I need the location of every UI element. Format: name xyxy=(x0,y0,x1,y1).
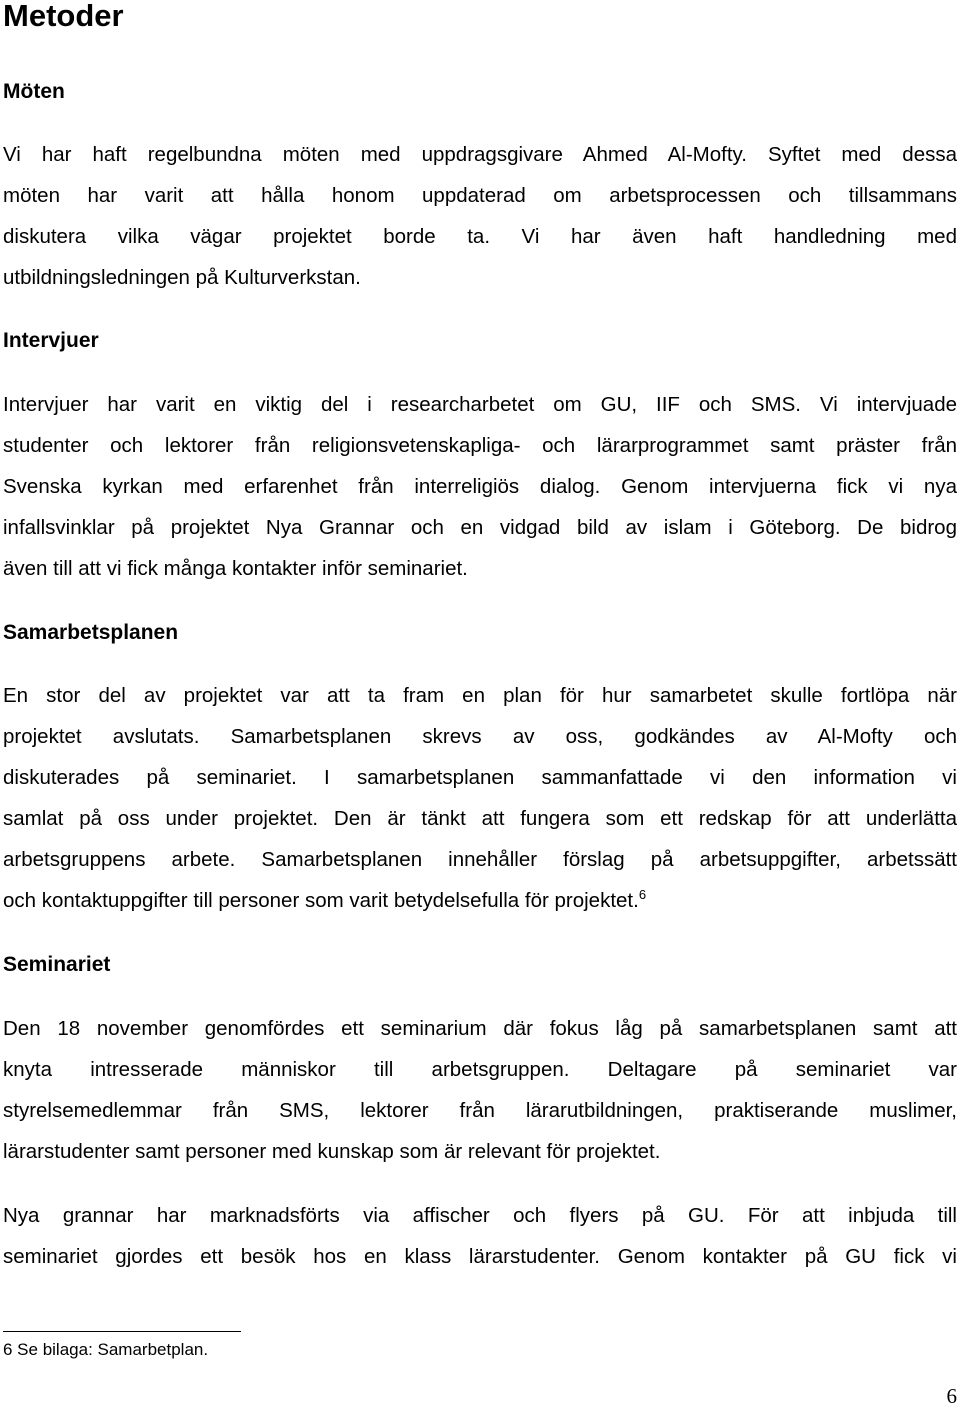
text-line: seminariet gjordes ett besök hos en klass lärarstudenter. Genom kontakter på GU fick vi xyxy=(3,1245,957,1268)
text-line: lärarstudenter samt personer med kunskap som är relevant för projektet. xyxy=(3,1140,661,1163)
footnote: 6 Se bilaga: Samarbetplan. xyxy=(3,1340,209,1359)
section-heading-seminariet: Seminariet xyxy=(3,953,111,976)
paragraph-seminariet-1 xyxy=(3,1008,957,1172)
text-line: En stor del av projektet var att ta fram en plan för hur samarbetet skulle fortlöpa när xyxy=(3,684,957,707)
text-line: styrelsemedlemmar från SMS, lektorer från lärarutbildningen, praktiserande muslimer, xyxy=(3,1099,957,1122)
section-heading-intervjuer: Intervjuer xyxy=(3,329,99,352)
paragraph-seminariet-2 xyxy=(3,1195,957,1277)
page-number: 6 xyxy=(946,1384,957,1408)
text-line-content: och kontaktuppgifter till personer som varit betydelsefulla för projektet. xyxy=(3,889,639,912)
text-line: Intervjuer har varit en viktig del i researcharbetet om GU, IIF och SMS. Vi intervjuade xyxy=(3,393,957,416)
paragraph-samarbetsplanen xyxy=(3,675,957,921)
text-line: möten har varit att hålla honom uppdaterad om arbetsprocessen och tillsammans xyxy=(3,184,957,207)
page-title: Metoder xyxy=(3,0,124,33)
text-line: Nya grannar har marknadsförts via affischer och flyers på GU. För att inbjuda till xyxy=(3,1204,957,1227)
footnote-separator xyxy=(3,1331,241,1332)
text-line: Svenska kyrkan med erfarenhet från interreligiös dialog. Genom intervjuerna fick vi nya xyxy=(3,475,957,498)
text-line: studenter och lektorer från religionsvetenskapliga- och lärarprogrammet samt präster från xyxy=(3,434,957,457)
text-line: samlat på oss under projektet. Den är tänkt att fungera som ett redskap för att underlätta xyxy=(3,807,957,830)
paragraph-intervjuer xyxy=(3,384,957,589)
text-line: infallsvinklar på projektet Nya Grannar och en vidgad bild av islam i Göteborg. De bidrog xyxy=(3,516,957,539)
text-line: projektet avslutats. Samarbetsplanen skrevs av oss, godkändes av Al-Mofty och xyxy=(3,725,957,748)
text-line: Den 18 november genomfördes ett seminarium där fokus låg på samarbetsplanen samt att xyxy=(3,1017,957,1040)
text-line: Vi har haft regelbundna möten med uppdragsgivare Ahmed Al-Mofty. Syftet med dessa xyxy=(3,143,957,166)
text-line: knyta intresserade människor till arbetsgruppen. Deltagare på seminariet var xyxy=(3,1058,957,1081)
text-line: diskutera vilka vägar projektet borde ta. Vi har även haft handledning med xyxy=(3,225,957,248)
text-line: utbildningsledningen på Kulturverkstan. xyxy=(3,266,361,289)
text-line: även till att vi fick många kontakter inför seminariet. xyxy=(3,557,468,580)
text-line: diskuterades på seminariet. I samarbetsplanen sammanfattade vi den information vi xyxy=(3,766,957,789)
section-heading-samarbetsplanen: Samarbetsplanen xyxy=(3,621,179,644)
text-line xyxy=(3,880,957,921)
paragraph-moten xyxy=(3,134,957,298)
section-heading-moten: Möten xyxy=(3,80,65,103)
text-line: arbetsgruppens arbete. Samarbetsplanen innehåller förslag på arbetsuppgifter, arbetssätt xyxy=(3,848,957,871)
footnote-reference: 6 xyxy=(638,887,647,902)
